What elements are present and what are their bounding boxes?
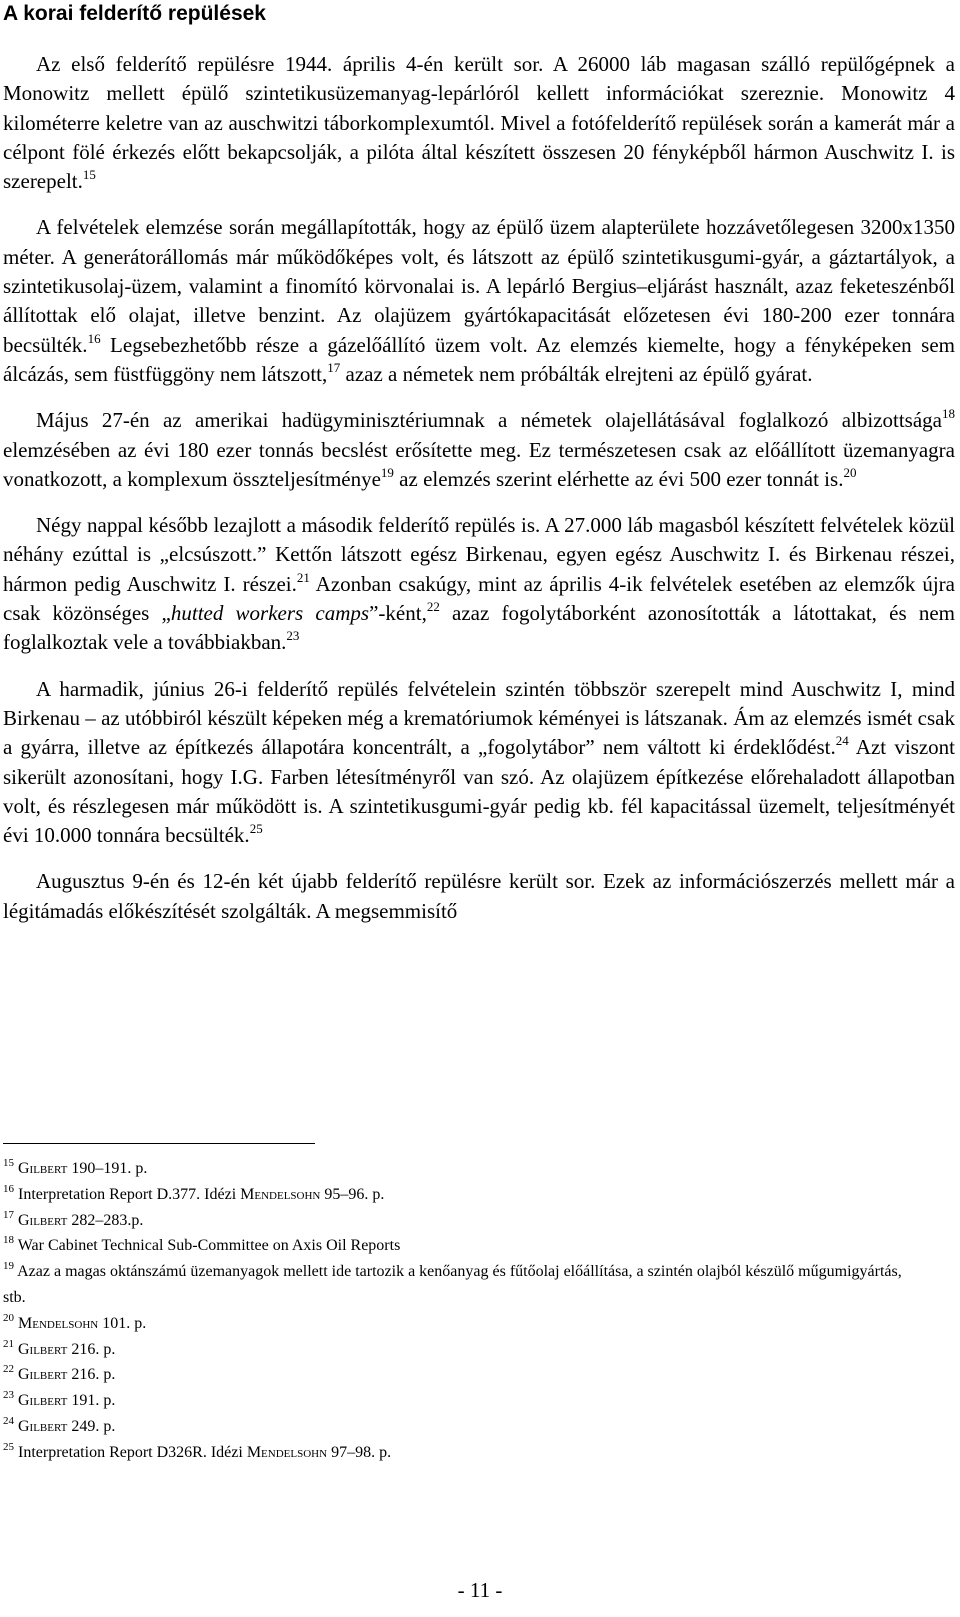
text-run: 101. p. bbox=[98, 1314, 147, 1332]
italic-phrase: hutted workers camps bbox=[170, 601, 370, 626]
footnote-ref: 20 bbox=[843, 464, 857, 480]
footnote bbox=[3, 1440, 903, 1466]
paragraph bbox=[3, 50, 955, 196]
footnote bbox=[3, 1414, 903, 1440]
author-name: Mendelsohn bbox=[246, 1443, 328, 1461]
body-text bbox=[3, 50, 955, 943]
footnote bbox=[3, 1362, 903, 1388]
author-name: Gilbert bbox=[18, 1417, 68, 1435]
footnote bbox=[3, 1259, 903, 1311]
footnote-ref: 15 bbox=[82, 167, 96, 183]
footnote bbox=[3, 1311, 903, 1337]
text-run: Azonban csakúgy, mint az április 4-ik felvételek esetében az elemzők újra csak közönséges „ bbox=[3, 571, 955, 626]
footnote-ref: 23 bbox=[286, 628, 300, 644]
paragraph bbox=[3, 675, 955, 851]
footnote bbox=[3, 1337, 903, 1363]
paragraph bbox=[3, 406, 955, 494]
footnote-number: 19 bbox=[3, 1260, 14, 1273]
text-run: 249. p. bbox=[67, 1417, 116, 1435]
text-run: elemzésében az évi 180 ezer tonnás becslést erősítette meg. Ez természetesen csak az előállított üzemanyagra vonatkozott, a komplexum összteljesítménye bbox=[3, 437, 955, 491]
footnote-number: 16 bbox=[3, 1182, 14, 1195]
text-run: 282–283.p. bbox=[67, 1211, 144, 1229]
text-run: Az első felderítő repülésre 1944. április 4-én került sor. A 26000 láb magasan szálló repülőgépnek a Monowitz mellett épülő szintetikusüzemanyag-lepárlóról kellett információkat szereznie. Monowitz 4 kilométerre keletre van az auschwitzi táborkomplexumtól. Mivel a fotófelderítő repülések során a kamerát már a célpont fölé érkezés előtt bekapcsolják, a pilóta által készített összesen 20 fényképből hármon Auschwitz I. is szerepelt. bbox=[3, 52, 955, 194]
text-run: Interpretation Report D326R. Idézi bbox=[18, 1443, 247, 1461]
footnote bbox=[3, 1388, 903, 1414]
footnote-ref: 19 bbox=[380, 464, 394, 480]
text-run: A harmadik, június 26-i felderítő repülés felvételein szintén többször szerepelt mind Auschwitz I, mind Birkenau – az utóbbiról készült képeken még a krematóriumok kéményei is látszanak. Ám az elemzés ismét csak a gyárra, illetve az építkezés állapotára koncentrált, a „fogolytábor” nem váltott ki érdeklődést. bbox=[3, 676, 955, 760]
author-name: Mendelsohn bbox=[18, 1314, 99, 1332]
footnote bbox=[3, 1182, 903, 1208]
text-run: 191. p. bbox=[67, 1392, 116, 1410]
text-run: 190–191. p. bbox=[67, 1160, 148, 1177]
text-run: azaz a németek nem próbálták elrejteni az épülő gyárat. bbox=[340, 361, 813, 386]
text-run: 216. p. bbox=[67, 1366, 116, 1384]
text-run: 216. p. bbox=[67, 1340, 116, 1358]
footnote-number: 20 bbox=[3, 1311, 14, 1324]
text-run: az elemzés szerint elérhette az évi 500 ezer tonnát is. bbox=[393, 466, 844, 491]
page-number: - 11 - bbox=[457, 1578, 503, 1602]
text-run: azaz fogolytáborként azonosították a látottakat, és nem foglalkoztak vele a továbbiakban. bbox=[3, 601, 955, 655]
footnote-ref: 25 bbox=[249, 821, 263, 837]
footnote-ref: 18 bbox=[942, 406, 955, 422]
footnote bbox=[3, 1233, 903, 1259]
text-run: 97–98. p. bbox=[327, 1443, 392, 1461]
footnote-number: 15 bbox=[3, 1157, 14, 1169]
footnote-number: 25 bbox=[3, 1440, 14, 1453]
footnote-number: 21 bbox=[3, 1337, 14, 1350]
text-run: Interpretation Report D.377. Idézi bbox=[18, 1185, 241, 1203]
text-run: Május 27-én az amerikai hadügyminisztériumnak a németek olajellátásával foglalkozó albizottsága bbox=[36, 408, 942, 433]
footnote-number: 24 bbox=[3, 1414, 14, 1427]
paragraph bbox=[3, 867, 955, 926]
author-name: Gilbert bbox=[18, 1366, 68, 1384]
text-run: A felvételek elemzése során megállapították, hogy az épülő üzem alapterülete hozzávetőlegesen 3200x1350 méter. A generátorállomás már működőképes volt, és látszott az épülő szintetikusgumi-gyár, a gáztartályok, a szintetikusolaj-üzem, valamint a finomító körvonalai is. A lepárló Bergius–eljárást használt, azaz feketeszénből állítottak elő olajat, illetve benzint. Az olajüzem gyártókapacitását előzetesen évi 180-200 ezer tonnára becsülték. bbox=[3, 215, 955, 357]
text-run: Augusztus 9-én és 12-én két újabb felderítő repülésre került sor. Ezek az információszerzés mellett már a légitámadás előkészítését szolgálták. A megsemmisítő bbox=[3, 869, 955, 923]
text-run: ”-ként, bbox=[369, 601, 427, 626]
text-run: 95–96. p. bbox=[320, 1185, 385, 1203]
author-name: Gilbert bbox=[18, 1160, 68, 1177]
author-name: Gilbert bbox=[18, 1392, 68, 1410]
text-run: Legsebezhetőbb része a gázelőállító üzem volt. Az elemzés kiemelte, hogy a fényképeken sem álcázás, sem füstfüggöny nem látszott, bbox=[3, 332, 955, 386]
footnote-ref: 21 bbox=[296, 569, 310, 585]
text-run: Azt viszont sikerült azonosítani, hogy I.G. Farben létesítményről van szó. Az olajüzem építkezése előrehaladott állapotban volt, és részlegesen már működött is. A szintetikusgumi-gyár pedig kb. fél kapacitással üzemelt, teljesítményét évi 10.000 tonnára becsülték. bbox=[3, 735, 955, 848]
text-run: Azaz a magas oktánszámú üzemanyagok mellett ide tartozik a kenőanyag és fűtőolaj előállítása, a szintén olajból készülő műgumigyártás, stb. bbox=[3, 1263, 902, 1306]
footnote-number: 18 bbox=[3, 1234, 14, 1247]
footnote bbox=[3, 1156, 903, 1182]
footnote-number: 17 bbox=[3, 1208, 14, 1221]
section-heading: A korai felderítő repülések bbox=[3, 2, 266, 25]
footnote-number: 22 bbox=[3, 1363, 14, 1376]
footnote bbox=[3, 1208, 903, 1234]
footnote-ref: 22 bbox=[426, 599, 440, 615]
text-run: War Cabinet Technical Sub-Committee on Axis Oil Reports bbox=[17, 1237, 401, 1255]
author-name: Gilbert bbox=[18, 1211, 68, 1229]
paragraph bbox=[3, 511, 955, 657]
author-name: Gilbert bbox=[18, 1340, 68, 1358]
footnotes bbox=[3, 1156, 903, 1466]
author-name: Mendelsohn bbox=[240, 1185, 321, 1203]
footnote-ref: 24 bbox=[835, 733, 849, 749]
paragraph bbox=[3, 213, 955, 389]
text-run: Négy nappal később lezajlott a második felderítő repülés is. A 27.000 láb magasból készített felvételek közül néhány ezúttal is „elcsúszott.” Kettőn látszott egész Birkenau, egyen egész Auschwitz I. és Birkenau részei, hármon pedig Auschwitz I. részei. bbox=[3, 513, 955, 596]
footnote-number: 23 bbox=[3, 1389, 14, 1402]
footnote-ref: 16 bbox=[87, 330, 101, 346]
footnote-separator bbox=[3, 1143, 315, 1144]
footnote-ref: 17 bbox=[327, 359, 341, 375]
